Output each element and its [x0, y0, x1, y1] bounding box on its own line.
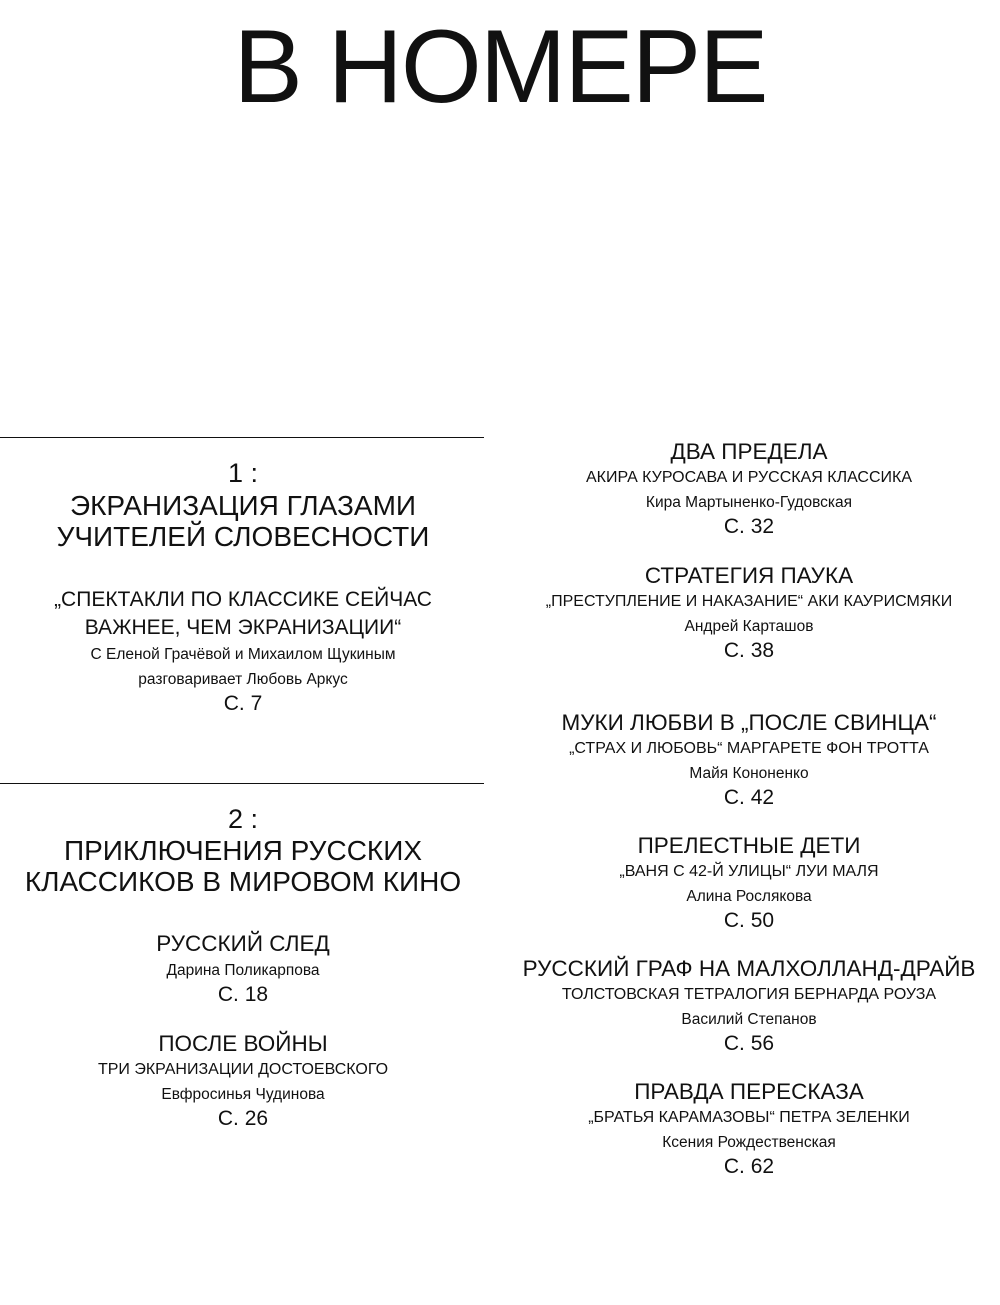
entry-page-number: С. 32: [723, 515, 775, 538]
toc-entry[interactable]: [0, 930, 486, 1007]
toc-entry[interactable]: [505, 1078, 993, 1179]
entry-subtitle: „ВАНЯ С 42-Й УЛИЦЫ“ ЛУИ МАЛЯ: [619, 863, 879, 880]
entry-title: [0, 586, 486, 642]
entry-author: Алина Рослякова: [686, 888, 812, 905]
entry-page-number: С. 18: [217, 983, 269, 1006]
entry-title: ПРЕЛЕСТНЫЕ ДЕТИ: [637, 833, 861, 858]
entry-title: ДВА ПРЕДЕЛА: [670, 439, 828, 464]
entry-title: МУКИ ЛЮБВИ В „ПОСЛЕ СВИНЦА“: [561, 710, 937, 735]
section-title-line: ЭКРАНИЗАЦИЯ ГЛАЗАМИ: [69, 490, 417, 521]
section-divider: [0, 783, 484, 784]
toc-entry[interactable]: [505, 562, 993, 663]
entry-page-number: С. 62: [723, 1155, 775, 1178]
page-title: В НОМЕРЕ: [233, 9, 767, 125]
entry-title: РУССКИЙ СЛЕД: [156, 931, 330, 956]
toc-entry[interactable]: [0, 586, 486, 716]
section-number: 1 :: [227, 458, 259, 488]
entry-page-number: С. 26: [217, 1107, 269, 1130]
entry-subtitle: ТРИ ЭКРАНИЗАЦИИ ДОСТОЕВСКОГО: [97, 1061, 389, 1078]
entry-page-number: С. 38: [723, 639, 775, 662]
entry-title: ПРАВДА ПЕРЕСКАЗА: [634, 1079, 864, 1104]
entry-subtitle: „ПРЕСТУПЛЕНИЕ И НАКАЗАНИЕ“ АКИ КАУРИСМЯКИ: [545, 593, 953, 610]
entry-page-number: С. 42: [723, 786, 775, 809]
section-title: [0, 490, 486, 552]
entry-author: Ксения Рождественская: [662, 1134, 836, 1151]
entry-subtitle: АКИРА КУРОСАВА И РУССКАЯ КЛАССИКА: [585, 469, 913, 486]
entry-author: разговаривает Любовь Аркус: [138, 671, 348, 688]
entry-page-number: С. 7: [223, 692, 263, 715]
section-divider: [0, 437, 484, 438]
entry-title: РУССКИЙ ГРАФ НА МАЛХОЛЛАНД-ДРАЙВ: [522, 956, 976, 981]
section-title-line: КЛАССИКОВ В МИРОВОМ КИНО: [24, 866, 462, 897]
section-title: [0, 835, 486, 897]
toc-entry[interactable]: [505, 438, 993, 539]
entry-page-number: С. 50: [723, 909, 775, 932]
entry-title: ПОСЛЕ ВОЙНЫ: [158, 1031, 328, 1056]
entry-author: Евфросинья Чудинова: [161, 1086, 325, 1103]
entry-author: Василий Степанов: [681, 1011, 817, 1028]
entry-subtitle: „БРАТЬЯ КАРАМАЗОВЫ“ ПЕТРА ЗЕЛЕНКИ: [588, 1109, 910, 1126]
entry-title: СТРАТЕГИЯ ПАУКА: [644, 563, 854, 588]
section-title-line: УЧИТЕЛЕЙ СЛОВЕСНОСТИ: [56, 521, 430, 552]
toc-entry[interactable]: [505, 832, 993, 933]
entry-author: Дарина Поликарпова: [166, 962, 320, 979]
section-title-line: ПРИКЛЮЧЕНИЯ РУССКИХ: [63, 835, 423, 866]
toc-entry[interactable]: [505, 709, 993, 810]
entry-title-line: ВАЖНЕЕ, ЧЕМ ЭКРАНИЗАЦИИ“: [84, 616, 402, 639]
entry-author: Майя Кононенко: [689, 765, 809, 782]
toc-entry[interactable]: [505, 955, 993, 1056]
entry-title-line: „СПЕКТАКЛИ ПО КЛАССИКЕ СЕЙЧАС: [54, 588, 432, 611]
entry-subtitle: „СТРАХ И ЛЮБОВЬ“ МАРГАРЕТЕ ФОН ТРОТТА: [569, 740, 929, 757]
entry-author: Андрей Карташов: [684, 618, 814, 635]
entry-author: С Еленой Грачёвой и Михаилом Щукиным: [90, 646, 396, 663]
entry-page-number: С. 56: [723, 1032, 775, 1055]
entry-subtitle: ТОЛСТОВСКАЯ ТЕТРАЛОГИЯ БЕРНАРДА РОУЗА: [561, 986, 937, 1003]
entry-author: Кира Мартыненко-Гудовская: [645, 494, 853, 511]
toc-entry[interactable]: [0, 1030, 486, 1131]
section-number: 2 :: [227, 804, 259, 834]
